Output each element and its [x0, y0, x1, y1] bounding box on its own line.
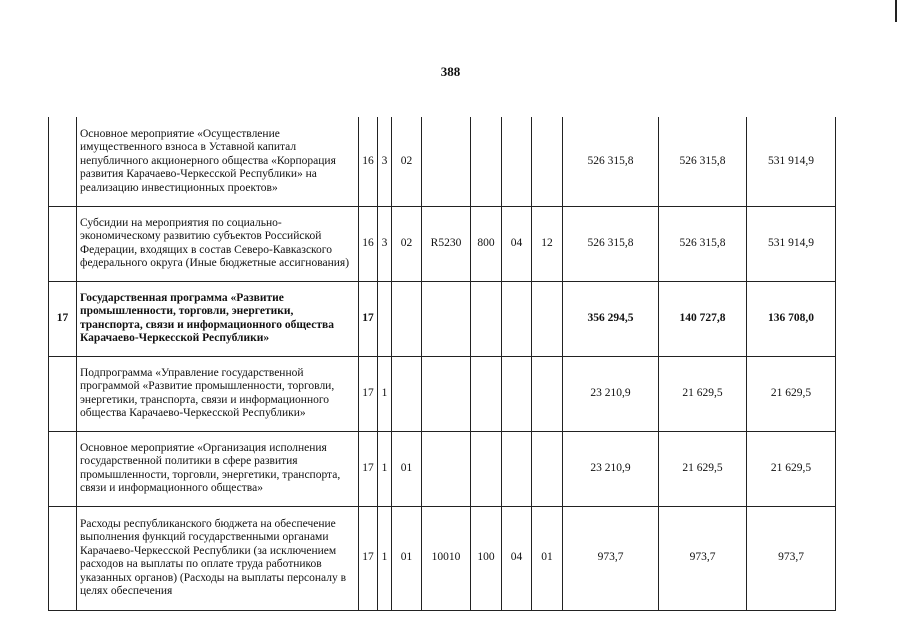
amount-year1-cell: 526 315,8 — [563, 117, 659, 206]
row-name-text: Субсидии на мероприятия по социально-экономическому развитию субъектов Российской Федерации, входящих в состав Северо-Кавказского федерального округа (Иные бюджетные ассигнования) — [80, 216, 350, 269]
page-number: 388 — [440, 64, 461, 79]
amount-year3-cell: 531 914,9 — [747, 117, 836, 206]
budget-table — [48, 117, 836, 611]
program-code-cell: 17 — [359, 431, 378, 506]
row-name-cell — [77, 431, 359, 506]
row-number-cell: 17 — [49, 281, 77, 356]
row-name-text: Подпрограмма «Управление государственной программой «Развитие промышленности, торговли, энергетики, транспорта, связи и информационного общества Карачаево-Черкесской Республики» — [80, 366, 335, 419]
table-row — [49, 506, 836, 610]
program-code-cell: 16 — [359, 117, 378, 206]
measure-code-cell — [392, 356, 422, 431]
direction-code-cell — [422, 431, 471, 506]
amount-year2-cell: 140 727,8 — [659, 281, 747, 356]
amount-year3-cell: 531 914,9 — [747, 206, 836, 281]
measure-code-cell — [392, 281, 422, 356]
program-code-cell: 17 — [359, 506, 378, 610]
table-row — [49, 117, 836, 206]
expense-type-cell — [471, 117, 502, 206]
subprogram-code-cell: 1 — [378, 506, 392, 610]
row-name-cell — [77, 506, 359, 610]
row-name-text: Основное мероприятие «Осуществление имущественного взноса в Уставной капитал непубличного акционерного общества «Корпорация развития Карачаево-Черкесской Республики» на реализацию инвестиционных проектов» — [80, 127, 336, 194]
row-name-text: Государственная программа «Развитие промышленности, торговли, энергетики, транспорта, связи и информационного общества Карачаево-Черкесской Республики» — [80, 291, 334, 344]
row-name-cell — [77, 281, 359, 356]
subprogram-code-cell — [378, 281, 392, 356]
subsection-code-cell: 12 — [532, 206, 563, 281]
expense-type-cell: 800 — [471, 206, 502, 281]
amount-year1-cell: 23 210,9 — [563, 431, 659, 506]
row-number-cell — [49, 356, 77, 431]
section-code-cell: 04 — [502, 506, 532, 610]
amount-year1-cell: 23 210,9 — [563, 356, 659, 431]
section-code-cell: 04 — [502, 206, 532, 281]
row-name-text: Расходы республиканского бюджета на обеспечение выполнения функций государственными органами Карачаево-Черкесской Республики (за исключением расходов на выплаты по оплате труда работников указанных органов) (Расходы на выплаты персоналу в целях обеспечения — [80, 517, 347, 597]
amount-year3-cell: 973,7 — [747, 506, 836, 610]
direction-code-cell — [422, 117, 471, 206]
amount-year1-cell: 356 294,5 — [563, 281, 659, 356]
amount-year1-cell: 973,7 — [563, 506, 659, 610]
subsection-code-cell: 01 — [532, 506, 563, 610]
subsection-code-cell — [532, 281, 563, 356]
subsection-code-cell — [532, 431, 563, 506]
expense-type-cell — [471, 431, 502, 506]
program-code-cell: 17 — [359, 281, 378, 356]
amount-year2-cell: 526 315,8 — [659, 117, 747, 206]
amount-year3-cell: 21 629,5 — [747, 356, 836, 431]
row-number-cell — [49, 431, 77, 506]
program-code-cell: 17 — [359, 356, 378, 431]
measure-code-cell: 01 — [392, 431, 422, 506]
section-code-cell — [502, 117, 532, 206]
direction-code-cell — [422, 356, 471, 431]
subsection-code-cell — [532, 117, 563, 206]
table-row — [49, 431, 836, 506]
row-name-text: Основное мероприятие «Организация исполнения государственной политики в сфере развития промышленности, торговли, энергетики, транспорта, связи и информационного общества» — [80, 441, 341, 494]
row-number-cell — [49, 506, 77, 610]
amount-year2-cell: 21 629,5 — [659, 356, 747, 431]
subprogram-code-cell: 3 — [378, 117, 392, 206]
amount-year2-cell: 973,7 — [659, 506, 747, 610]
amount-year1-cell: 526 315,8 — [563, 206, 659, 281]
expense-type-cell — [471, 356, 502, 431]
table-row — [49, 356, 836, 431]
amount-year2-cell: 21 629,5 — [659, 431, 747, 506]
page-edge-mark — [895, 0, 897, 22]
row-name-cell — [77, 206, 359, 281]
table-row — [49, 206, 836, 281]
row-name-cell — [77, 117, 359, 206]
row-number-cell — [49, 206, 77, 281]
table-row — [49, 281, 836, 356]
measure-code-cell: 01 — [392, 506, 422, 610]
section-code-cell — [502, 431, 532, 506]
amount-year3-cell: 136 708,0 — [747, 281, 836, 356]
expense-type-cell: 100 — [471, 506, 502, 610]
measure-code-cell: 02 — [392, 117, 422, 206]
row-number-cell — [49, 117, 77, 206]
direction-code-cell — [422, 281, 471, 356]
row-name-cell — [77, 356, 359, 431]
direction-code-cell: R5230 — [422, 206, 471, 281]
measure-code-cell: 02 — [392, 206, 422, 281]
subsection-code-cell — [532, 356, 563, 431]
amount-year2-cell: 526 315,8 — [659, 206, 747, 281]
section-code-cell — [502, 356, 532, 431]
direction-code-cell: 10010 — [422, 506, 471, 610]
subprogram-code-cell: 1 — [378, 356, 392, 431]
section-code-cell — [502, 281, 532, 356]
subprogram-code-cell: 1 — [378, 431, 392, 506]
subprogram-code-cell: 3 — [378, 206, 392, 281]
expense-type-cell — [471, 281, 502, 356]
program-code-cell: 16 — [359, 206, 378, 281]
amount-year3-cell: 21 629,5 — [747, 431, 836, 506]
